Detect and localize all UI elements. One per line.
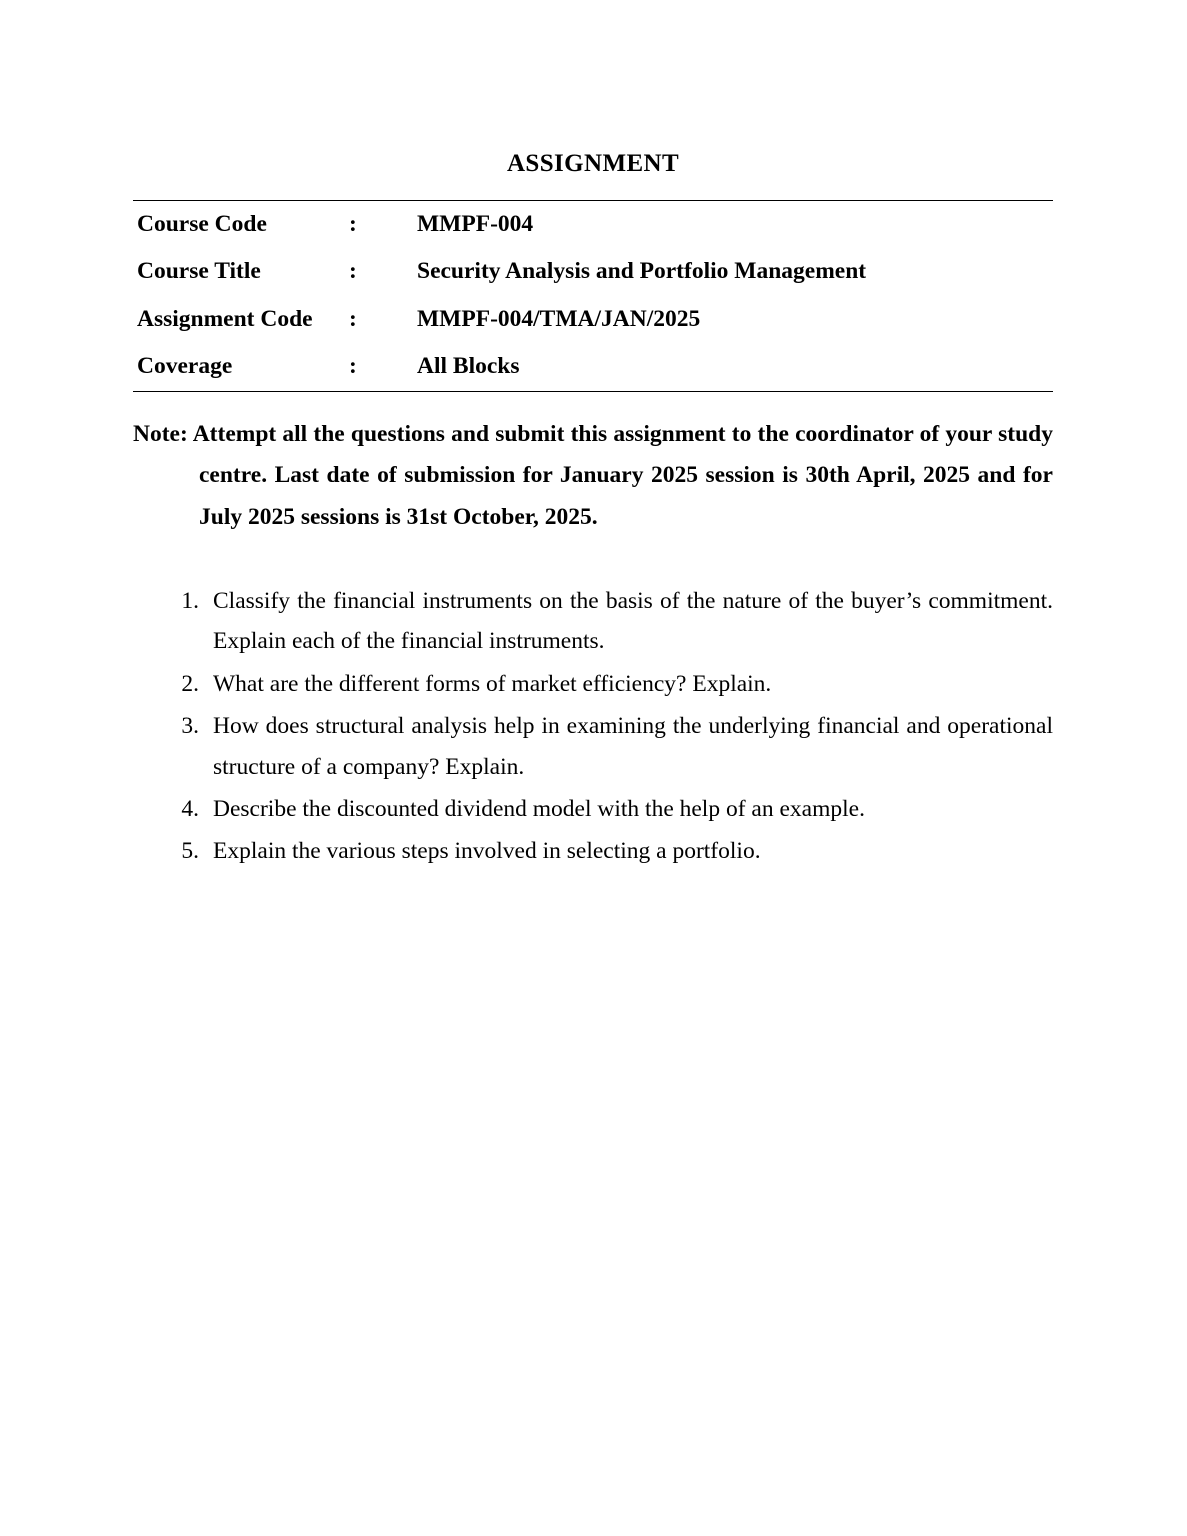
question-text: How does structural analysis help in examining the underlying financial and operational structure of a company? Explain. [213,713,1053,780]
coverage-label: Coverage [137,353,233,380]
list-item [173,706,1053,787]
document-content [133,150,1053,874]
note-text: Attempt all the questions and submit this assignment to the coordinator of your study centre. Last date of submission for January 2025 session is 30th April, 2025 and for July 2025 sessions is 31st October, 2025. [192,420,1053,531]
assignment-code-colon: : [349,305,357,332]
question-number: 5. [181,838,199,865]
course-code-colon: : [349,211,357,237]
question-list [133,581,1053,872]
list-item [173,831,1053,871]
course-info-table [133,200,1053,392]
assignment-code-label: Assignment Code [137,305,313,332]
question-number: 4. [181,796,199,823]
list-item [173,664,1053,704]
question-number: 2. [181,670,199,697]
note-label: Note: [133,420,188,447]
course-title-label: Course Title [137,258,261,285]
list-item [173,581,1053,662]
course-code-value: MMPF-004 [417,211,534,237]
question-text: Explain the various steps involved in selecting a portfolio. [213,838,761,865]
course-title-colon: : [349,258,357,285]
list-item [173,789,1053,829]
page-title: ASSIGNMENT [506,150,680,177]
assignment-code-value: MMPF-004/TMA/JAN/2025 [417,305,701,332]
table-row [133,296,1053,343]
question-text: Describe the discounted dividend model with the help of an example. [213,796,865,823]
coverage-value: All Blocks [417,353,520,380]
table-row [133,343,1053,391]
question-text: Classify the financial instruments on the basis of the nature of the buyer’s commitment. Explain each of the financial instruments. [213,587,1053,655]
question-number: 1. [181,587,199,614]
submission-note [133,414,1053,539]
question-text: What are the different forms of market efficiency? Explain. [213,670,772,697]
question-number: 3. [181,713,199,740]
table-row [133,248,1053,295]
course-title-value: Security Analysis and Portfolio Management [417,258,867,285]
coverage-colon: : [349,353,357,380]
table-row [133,201,1053,249]
course-code-label: Course Code [137,211,267,237]
